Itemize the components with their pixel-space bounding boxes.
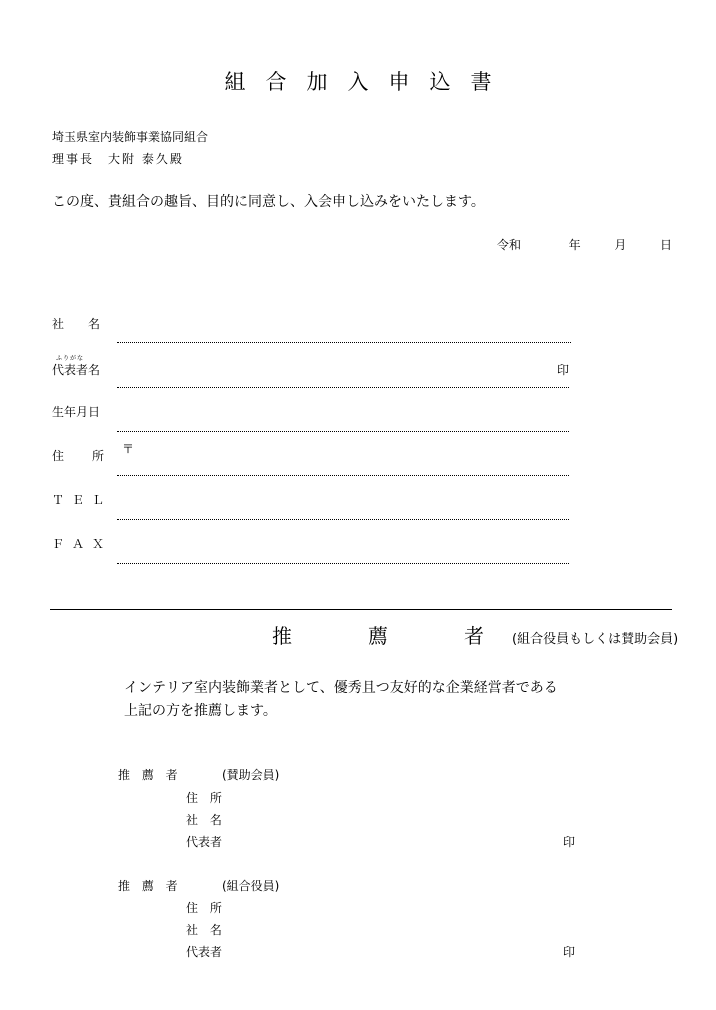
date-era: 令和 [497,238,522,252]
representative-ruby: ふりがな [56,355,85,362]
representative-line[interactable] [117,387,569,388]
addressee-org: 埼玉県室内装飾事業協同組合 [52,130,209,144]
tel-label: ＴＥＬ [52,493,113,507]
company-line[interactable] [117,342,571,343]
birthdate-line[interactable] [117,431,569,432]
recommender2-type: (組合役員) [222,879,280,893]
fax-label: ＦＡＸ [52,537,113,551]
recommender-text-line1: インテリア室内装飾業者として、優秀且つ友好的な企業経営者である [124,680,558,696]
postal-mark: 〒 [122,442,135,456]
document-title: 組合加入申込書 [224,70,512,94]
date-month: 月 [614,238,627,252]
recommender-heading-note: (組合役員もしくは賛助会員) [512,632,679,647]
date-day: 日 [660,238,673,252]
date-year: 年 [568,238,581,252]
fax-line[interactable] [117,563,569,564]
recommender2-address: 住 所 [186,901,226,915]
recommender1-rep: 代表者 [186,835,223,849]
company-label: 社 名 [52,317,107,331]
recommender1-label: 推 薦 者 [118,768,182,782]
date-line [497,236,672,253]
intro-text: この度、貴組合の趣旨、目的に同意し、入会申し込みをいたします。 [52,194,485,210]
birthdate-label: 生年月日 [52,405,101,419]
address-line[interactable] [117,475,569,476]
recommender-heading-main: 推 薦 者 [272,624,512,648]
representative-label: 代表者名 [52,363,101,377]
recommender1-seal: 印 [563,835,576,849]
recommender-text-line2: 上記の方を推薦します。 [124,703,277,719]
address-label: 住 所 [52,449,113,463]
recommender2-rep: 代表者 [186,945,223,959]
addressee-person: 理事長 大附 泰久殿 [52,152,184,166]
recommender2-label: 推 薦 者 [118,879,182,893]
recommender2-company: 社 名 [186,923,226,937]
recommender2-seal: 印 [563,945,576,959]
recommender1-type: (賛助会員) [222,768,280,782]
representative-seal: 印 [557,363,570,377]
tel-line[interactable] [117,519,569,520]
recommender-heading [272,620,678,649]
section-divider [50,609,672,610]
recommender1-address: 住 所 [186,791,226,805]
recommender1-company: 社 名 [186,813,226,827]
